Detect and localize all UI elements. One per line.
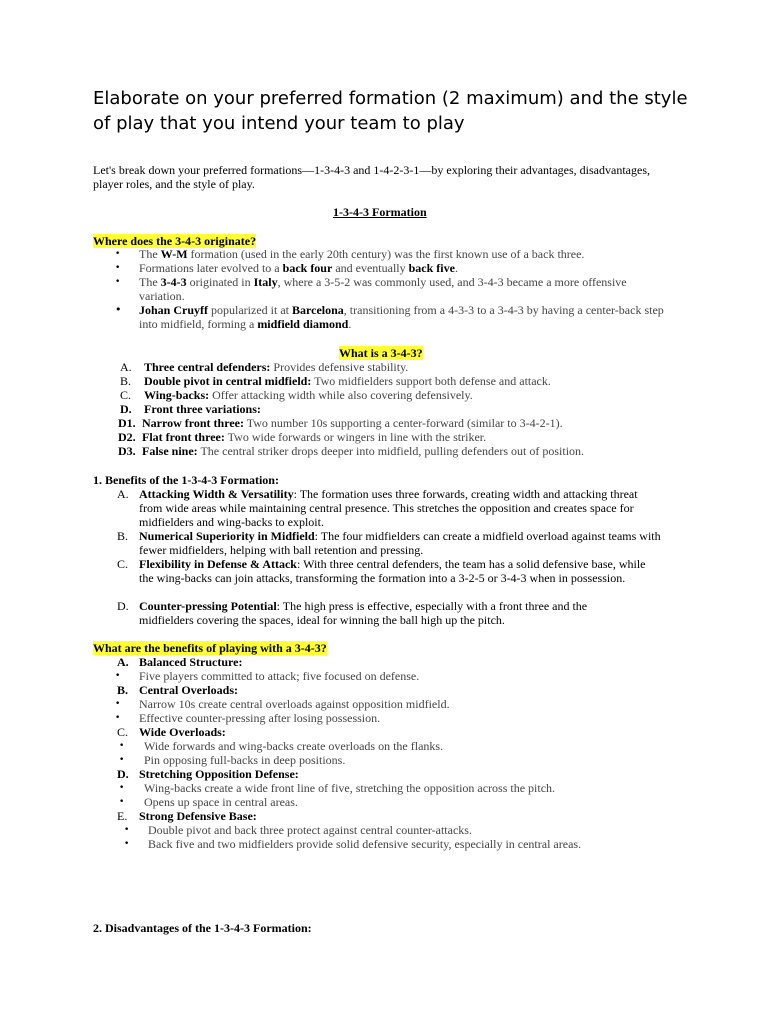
bullet-icon: •: [119, 741, 125, 751]
bullet-icon: •: [115, 671, 121, 681]
group-bullet: Five players committed to attack; five focused on defense.: [139, 669, 420, 683]
group-bullet: Double pivot and back three protect against central counter-attacks.: [148, 823, 472, 837]
list-marker: A.: [117, 487, 129, 501]
list-marker: E.: [117, 809, 128, 823]
bullet-icon: •: [124, 825, 130, 835]
list-marker: B.: [117, 529, 129, 543]
what-is-item: Narrow front three: Two number 10s supporting a center-forward (similar to 3-4-2-1).: [142, 416, 563, 430]
origin-heading: Where does the 3-4-3 originate?: [93, 234, 257, 248]
origin-bullet-4: Johan Cruyff popularized it at Barcelona, transitioning from a 4-3-3 to a 3-4-3 by having a center-back step into midfield, forming a midfield diamond.: [139, 303, 664, 331]
intro-paragraph: Let's break down your preferred formations—1-3-4-3 and 1-4-2-3-1—by exploring their advantages, disadvantages, player roles, and the style of play.: [93, 163, 650, 191]
group-bullet: Pin opposing full-backs in deep positions.: [144, 753, 346, 767]
group-bullet: Narrow 10s create central overloads against opposition midfield.: [139, 697, 450, 711]
page-title: Elaborate on your preferred formation (2 maximum) and the style of play that you intend your team to play: [93, 88, 688, 134]
origin-bullet-1: The W-M formation (used in the early 20th century) was the first known use of a back three.: [139, 247, 585, 261]
what-is-item: Double pivot in central midfield: Two midfielders support both defense and attack.: [144, 374, 551, 388]
what-is-item: Front three variations:: [144, 402, 261, 416]
list-marker: C.: [117, 557, 129, 571]
group-bullet: Back five and two midfielders provide solid defensive security, especially in central areas.: [148, 837, 582, 851]
bullet-icon: •: [119, 755, 125, 765]
bullet-icon: •: [124, 839, 130, 849]
origin-bullet-2: Formations later evolved to a back four and eventually back five.: [139, 261, 458, 275]
bullet-icon: •: [115, 249, 121, 259]
bullet-icon: •: [115, 303, 122, 316]
bullet-icon: •: [115, 713, 121, 723]
bullet-icon: •: [115, 699, 121, 709]
list-marker: D2.: [118, 430, 136, 444]
what-is-item: False nine: The central striker drops deeper into midfield, pulling defenders out of position.: [142, 444, 585, 458]
group-bullet: Opens up space in central areas.: [144, 795, 298, 809]
list-marker: D.: [117, 599, 129, 613]
list-marker: A.: [120, 360, 132, 374]
bullet-icon: •: [119, 783, 125, 793]
origin-bullet-3: The 3-4-3 originated in Italy, where a 3-5-2 was commonly used, and 3-4-3 became a more offensive variation.: [139, 275, 627, 303]
group-bullet: Wing-backs create a wide front line of five, stretching the opposition across the pitch.: [144, 781, 556, 795]
group-label: Central Overloads:: [139, 683, 238, 697]
benefit-item: Attacking Width & Versatility: The formation uses three forwards, creating width and attacking threat from wide areas while maintaining central presence. This stretches the opposition and creates space for midfielders and wing-backs to exploit.: [139, 487, 638, 529]
list-marker: C.: [120, 388, 132, 402]
disadvantages-heading: 2. Disadvantages of the 1-3-4-3 Formation:: [93, 921, 312, 935]
list-marker: B.: [117, 683, 129, 697]
playing-heading: What are the benefits of playing with a 3-4-3?: [93, 641, 327, 655]
section-title: 1-3-4-3 Formation: [333, 205, 427, 219]
group-label: Balanced Structure:: [139, 655, 243, 669]
bullet-icon: •: [115, 277, 121, 287]
benefits-heading: 1. Benefits of the 1-3-4-3 Formation:: [93, 473, 279, 487]
what-is-heading: What is a 3-4-3?: [339, 346, 423, 360]
benefit-item: Numerical Superiority in Midfield: The four midfielders can create a midfield overload against teams with fewer midfielders, helping with ball retention and pressing.: [139, 529, 661, 557]
what-is-item: Flat front three: Two wide forwards or wingers in line with the striker.: [142, 430, 487, 444]
group-label: Strong Defensive Base:: [139, 809, 257, 823]
list-marker: C.: [117, 725, 129, 739]
list-marker: B.: [120, 374, 132, 388]
list-marker: D1.: [118, 416, 136, 430]
list-marker: A.: [117, 655, 129, 669]
group-bullet: Effective counter-pressing after losing possession.: [139, 711, 381, 725]
list-marker: D3.: [118, 444, 136, 458]
group-label: Stretching Opposition Defense:: [139, 767, 299, 781]
what-is-item: Wing-backs: Offer attacking width while also covering defensively.: [144, 388, 473, 402]
bullet-icon: •: [119, 797, 125, 807]
what-is-item: Three central defenders: Provides defensive stability.: [144, 360, 409, 374]
benefit-item: Counter-pressing Potential: The high press is effective, especially with a front three and the midfielders covering the spaces, ideal for winning the ball high up the pitch.: [139, 599, 588, 627]
bullet-icon: •: [115, 263, 121, 273]
group-label: Wide Overloads:: [139, 725, 226, 739]
group-bullet: Wide forwards and wing-backs create overloads on the flanks.: [144, 739, 444, 753]
list-marker: D.: [120, 402, 132, 416]
benefit-item: Flexibility in Defense & Attack: With three central defenders, the team has a solid defensive base, while the wing-backs can join attacks, transforming the formation into a 3-2-5 or 3-4-3 when in possession.: [139, 557, 646, 585]
list-marker: D.: [117, 767, 129, 781]
